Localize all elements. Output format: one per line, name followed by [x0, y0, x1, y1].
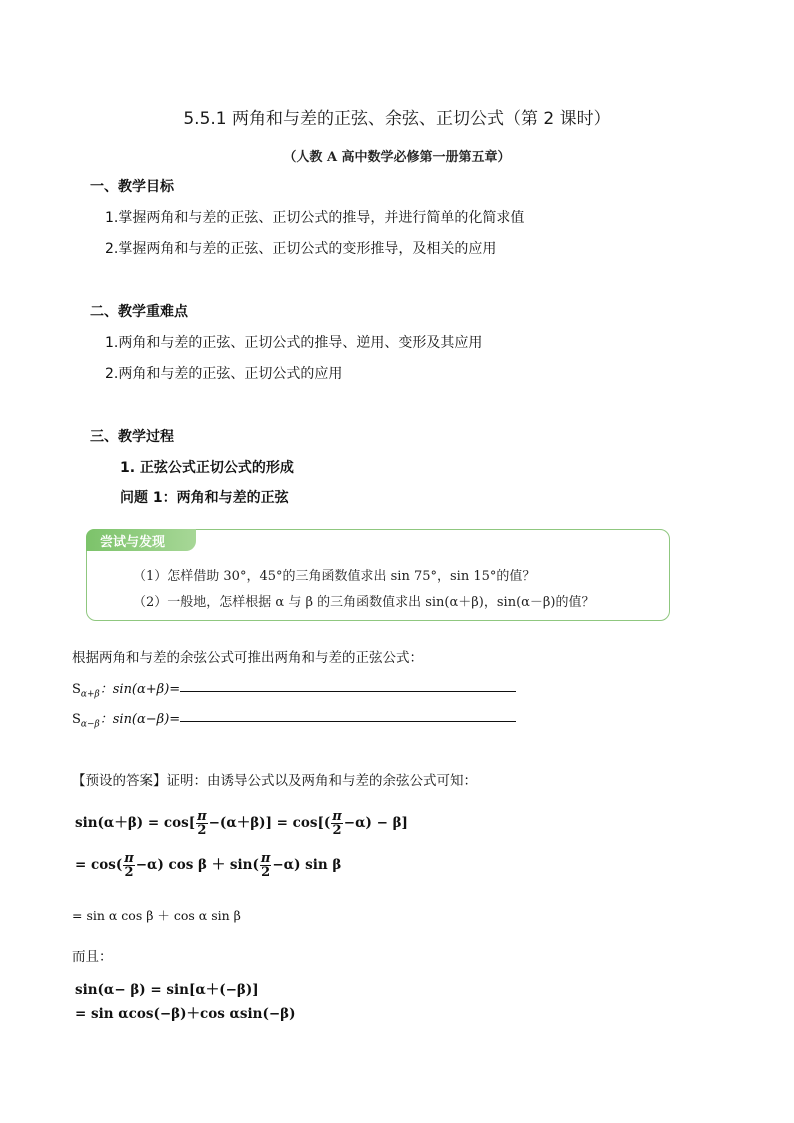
s-plus-blank-line: [180, 691, 516, 692]
answer-text: 证明：由诱导公式以及两角和与差的余弦公式可知：: [166, 773, 477, 789]
intro-text: 根据两角和与差的余弦公式可推出两角和与差的正弦公式：: [72, 650, 423, 666]
s-plus-expression: ：sin(α+β)=: [99, 682, 181, 697]
math-line-1: [75, 810, 408, 837]
try-question-1: （1）怎样借助 30°，45°的三角函数值求出 sin 75°，sin 15°的值？: [133, 569, 536, 584]
fraction-numerator: π: [124, 851, 134, 866]
math-line-3: = sin α cos β ＋ cos α sin β: [72, 908, 241, 923]
and-text: 而且：: [72, 949, 113, 965]
try-question-2: （2）一般地，怎样根据 α 与 β 的三角函数值求出 sin(α＋β)，sin(α－β)的值？: [133, 595, 595, 610]
answer-paragraph: [72, 769, 477, 789]
math-line-4: sin(α− β) = sin[α＋(−β)]: [75, 982, 259, 998]
section-heading-process: 三、教学过程: [90, 429, 174, 445]
subheading-question-1: 问题 1：两角和与差的正弦: [120, 490, 289, 506]
pi-over-2-fraction: [123, 852, 135, 879]
pi-over-2-fraction: [331, 810, 343, 837]
goal-item-1: 1.掌握两角和与差的正弦、正切公式的推导，并进行简单的化简求值: [105, 210, 525, 226]
s-plus-letter: S: [72, 682, 81, 697]
s-minus-expression: ：sin(α−β)=: [99, 712, 181, 727]
page-title: 5.5.1 两角和与差的正弦、余弦、正切公式（第 2 课时）: [183, 109, 611, 129]
difficulty-item-2: 2.两角和与差的正弦、正切公式的应用: [105, 366, 343, 382]
math-line-2: [75, 852, 341, 879]
section-heading-difficulties: 二、教学重难点: [90, 304, 188, 320]
fraction-numerator: π: [332, 809, 342, 824]
fraction-numerator: π: [197, 809, 207, 824]
section-heading-goals: 一、教学目标: [90, 179, 174, 195]
subheading-formation: 1. 正弦公式正切公式的形成: [120, 460, 294, 476]
s-minus-letter: S: [72, 712, 81, 727]
fraction-denominator: 2: [197, 823, 207, 838]
math-line-1-part-a: sin(α＋β) = cos[: [75, 815, 196, 831]
pi-over-2-fraction: [196, 810, 208, 837]
math-line-2-part-c: −α) sin β: [272, 857, 342, 873]
difficulty-item-1: 1.两角和与差的正弦、正切公式的推导、逆用、变形及其应用: [105, 335, 483, 351]
goal-item-2: 2.掌握两角和与差的正弦、正切公式的变形推导，及相关的应用: [105, 241, 497, 257]
math-line-1-part-c: −α) − β]: [343, 815, 408, 831]
fraction-denominator: 2: [124, 865, 134, 880]
s-minus-label: [72, 708, 180, 730]
math-line-2-part-a: = cos(: [75, 857, 123, 873]
pi-over-2-fraction: [260, 852, 272, 879]
fraction-denominator: 2: [261, 865, 271, 880]
math-line-1-part-b: −(α＋β)] = cos[(: [208, 815, 331, 831]
fraction-numerator: π: [260, 851, 271, 866]
answer-label: 【预设的答案】: [72, 773, 167, 789]
fraction-denominator: 2: [332, 823, 342, 838]
s-plus-subscript: α+β: [80, 689, 100, 700]
s-minus-subscript: α−β: [80, 719, 100, 730]
page-subtitle: （人教 A 高中数学必修第一册第五章）: [283, 150, 511, 165]
s-minus-blank-line: [180, 721, 516, 722]
math-line-5: = sin αcos(−β)＋cos αsin(−β): [75, 1006, 296, 1022]
math-line-2-part-b: −α) cos β ＋ sin(: [135, 857, 259, 873]
s-plus-label: [72, 678, 180, 700]
try-discover-label: 尝试与发现: [100, 535, 166, 550]
